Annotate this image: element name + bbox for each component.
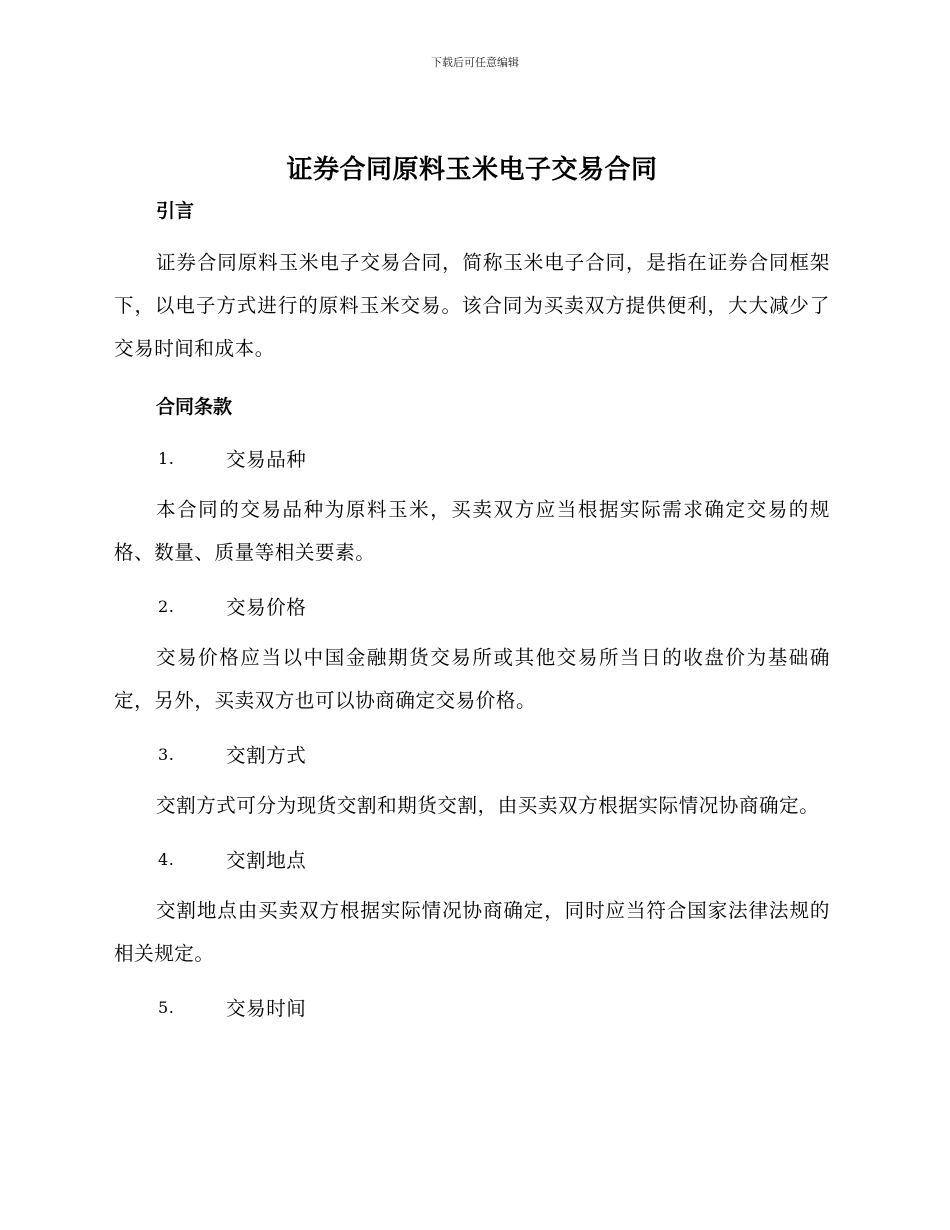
clause-heading: [114, 586, 830, 626]
clause-3: [114, 734, 830, 827]
clause-text: 交割方式可分为现货交割和期货交割，由买卖双方根据实际情况协商确定。: [156, 794, 820, 817]
clause-1: [114, 438, 830, 574]
clause-text: 本合同的交易品种为原料玉米，买卖双方应当根据实际需求确定交易的规格、数量、质量等相关要素。: [114, 498, 830, 564]
clause-number: 1.: [158, 448, 175, 468]
clause-number: 2.: [158, 596, 175, 616]
document-body: [114, 150, 830, 1027]
clause-heading: [114, 987, 830, 1027]
clause-number: 4.: [158, 849, 175, 869]
intro-paragraph: 证券合同原料玉米电子交易合同，简称玉米电子合同，是指在证券合同框架下，以电子方式进行的原料玉米交易。该合同为买卖双方提供便利，大大减少了交易时间和成本。: [114, 251, 830, 360]
clause-title: 交易时间: [226, 997, 307, 1020]
clause-heading: [114, 734, 830, 774]
clause-title: 交易品种: [226, 448, 307, 471]
clause-title: 交割地点: [226, 849, 307, 872]
clause-text: 交割地点由买卖双方根据实际情况协商确定，同时应当符合国家法律法规的相关规定。: [114, 899, 830, 965]
header-note: 下载后可任意编辑: [431, 56, 519, 69]
clause-number: 5.: [158, 997, 175, 1017]
clause-title: 交割方式: [226, 744, 307, 767]
clause-5: [114, 987, 830, 1027]
terms-heading: 合同条款: [156, 396, 233, 418]
clause-heading: [114, 839, 830, 879]
intro-heading: 引言: [156, 200, 195, 222]
clause-text: 交易价格应当以中国金融期货交易所或其他交易所当日的收盘价为基础确定，另外，买卖双方也可以协商确定交易价格。: [114, 646, 830, 712]
clause-2: [114, 586, 830, 722]
clause-title: 交易价格: [226, 596, 307, 619]
document-title: 证券合同原料玉米电子交易合同: [286, 155, 658, 185]
clause-number: 3.: [158, 744, 175, 764]
clause-4: [114, 839, 830, 975]
clause-heading: [114, 438, 830, 478]
